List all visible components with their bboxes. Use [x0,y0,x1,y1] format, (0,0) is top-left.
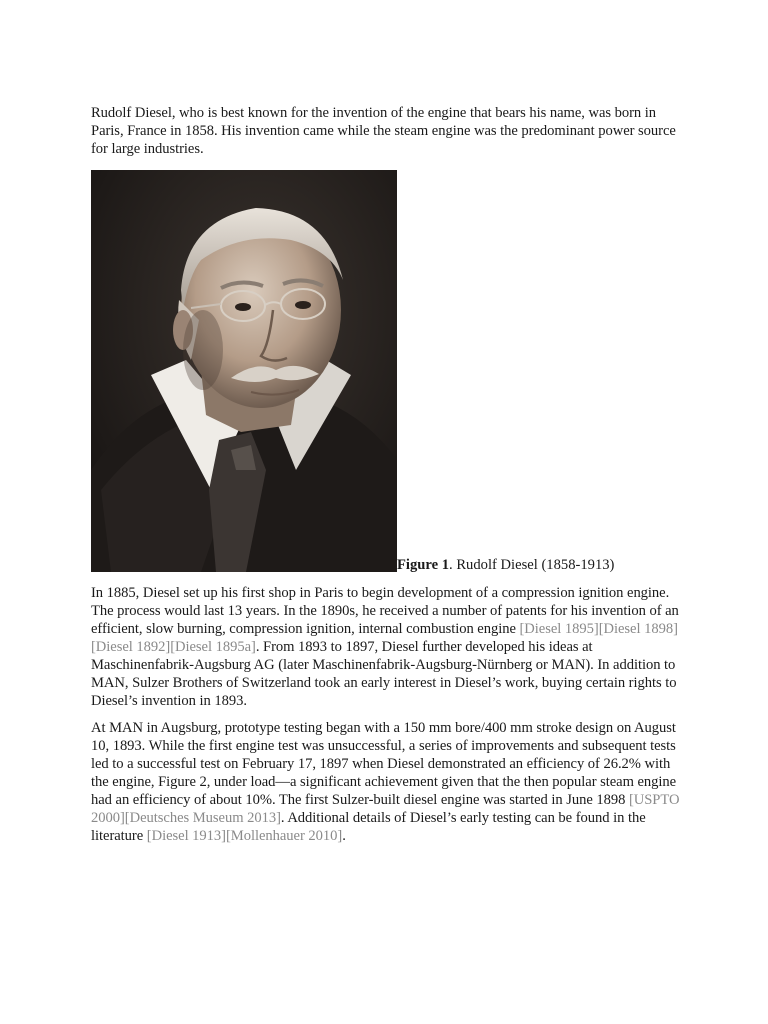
para3-text-1: At MAN in Augsburg, prototype testing began with a 150 mm bore/400 mm stroke design on August 10, 1893. While the first engine test was unsuccessful, a series of improvements and subsequent tests led to a successful test on February 17, 1897 when Diesel demonstrated an efficiency of 26.2% with the engine, Figure 2, under load—a significant achievement given that the then popular steam engine had an efficiency of about 10%. The first Sulzer-built diesel engine was started in June 1898 [91,720,677,808]
history-paragraph [91,584,681,710]
document-body [91,104,681,845]
figure-1-caption [397,556,614,574]
diesel-portrait-image [91,170,397,572]
testing-paragraph [91,719,681,845]
figure-caption-text: . Rudolf Diesel (1858-1913) [449,557,615,573]
para3-text-3: . [342,828,346,844]
para3-text-2: . Additional details of Diesel’s early testing can be found in the literature [91,810,646,844]
citation-link[interactable]: [Diesel 1895][Diesel 1898][Diesel 1892][Diesel 1895a] [91,621,678,655]
intro-paragraph: Rudolf Diesel, who is best known for the invention of the engine that bears his name, was born in Paris, France in 1858. His invention came while the steam engine was the predominant power source for large industries. [91,105,676,157]
citation-link[interactable]: [Diesel 1913][Mollenhauer 2010] [146,828,343,844]
figure-label: Figure 1 [397,557,450,573]
citation-link[interactable]: [USPTO 2000][Deutsches Museum 2013] [91,792,680,826]
figure-1 [91,168,681,572]
para2-text-1: In 1885, Diesel set up his first shop in Paris to begin development of a compression ignition engine. The process would last 13 years. In the 1890s, he received a number of patents for his invention of an efficient, slow burning, compression ignition, internal combustion engine [91,585,679,637]
para2-text-2: . From 1893 to 1897, Diesel further developed his ideas at Maschinenfabrik-Augsburg AG (later Maschinenfabrik-Augsburg-Nürnberg or MAN). In addition to MAN, Sulzer Brothers of Switzerland took an early interest in Diesel’s work, buying certain rights to Diesel’s invention in 1893. [91,639,677,709]
